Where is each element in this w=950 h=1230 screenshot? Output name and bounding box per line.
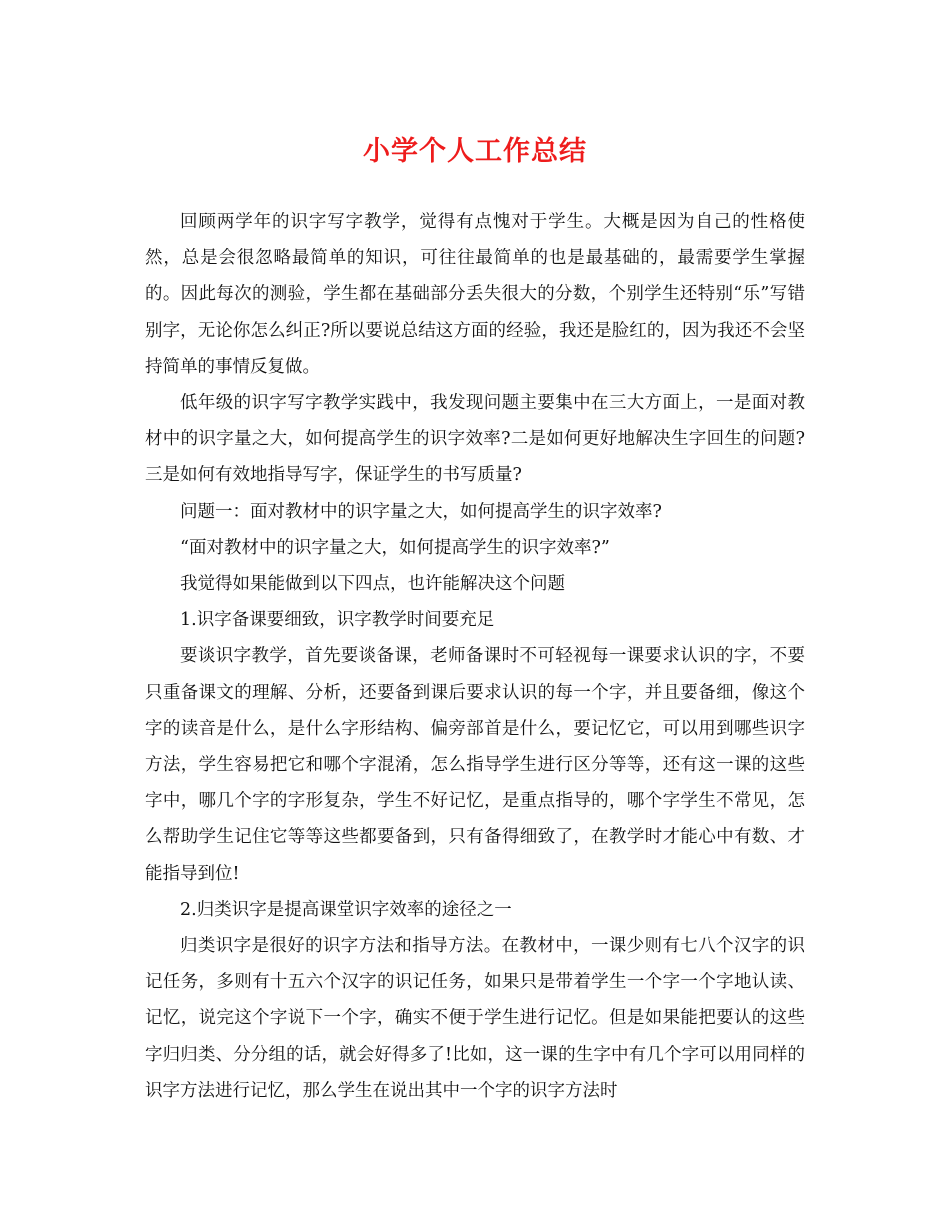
document-title: 小学个人工作总结 bbox=[363, 136, 587, 167]
section-heading-1: 1.识字备课要细致，识字教学时间要充足 bbox=[180, 610, 495, 631]
paragraph-6: 要谈识字教学，首先要谈备课，老师备课时不可轻视每一课要求认识的字，不要只重备课文的理解、分析，还要备到课后要求认识的每一个字，并且要备细，像这个字的读音是什么，是什么字形结构、偏旁部首是什么，要记忆它，可以用到哪些识字方法，学生容易把它和哪个字混淆，怎么指导学生进行区分等等，还有这一课的这些字中，哪几个字的字形复杂，学生不好记忆，是重点指导的，哪个字学生不常见，怎么帮助学生记住它等等这些都要备到，只有备得细致了，在教学时才能心中有数、才能指导到位! bbox=[145, 646, 805, 884]
document-body bbox=[145, 204, 805, 1109]
paragraph-5: 我觉得如果能做到以下四点，也许能解决这个问题 bbox=[180, 574, 565, 595]
paragraph-3: 问题一：面对教材中的识字量之大，如何提高学生的识字效率? bbox=[180, 501, 662, 522]
section-heading-2: 2.归类识字是提高课堂识字效率的途径之一 bbox=[180, 899, 512, 920]
paragraph-2: 低年级的识字写字教学实践中，我发现问题主要集中在三大方面上，一是面对教材中的识字量之大，如何提高学生的识字效率?二是如何更好地解决生字回生的问题?三是如何有效地指导写字，保证学生的书写质量? bbox=[145, 393, 805, 486]
paragraph-7: 归类识字是很好的识字方法和指导方法。在教材中，一课少则有七八个汉字的识记任务，多则有十五六个汉字的识记任务，如果只是带着学生一个字一个字地认读、记忆，说完这个字说下一个字，确实不便于学生进行记忆。但是如果能把要认的这些字归归类、分分组的话，就会好得多了!比如，这一课的生字中有几个字可以用同样的识字方法进行记忆，那么学生在说出其中一个字的识字方法时 bbox=[145, 936, 805, 1101]
paragraph-4: “面对教材中的识字量之大，如何提高学生的识字效率?” bbox=[180, 537, 610, 558]
paragraph-1: 回顾两学年的识字写字教学，觉得有点愧对于学生。大概是因为自己的性格使然，总是会很忽略最简单的知识，可往往最简单的也是最基础的，最需要学生掌握的。因此每次的测验，学生都在基础部分丢失很大的分数，个别学生还特别“乐”写错别字，无论你怎么纠正?所以要说总结这方面的经验，我还是脸红的，因为我还不会坚持简单的事情反复做。 bbox=[145, 212, 805, 377]
